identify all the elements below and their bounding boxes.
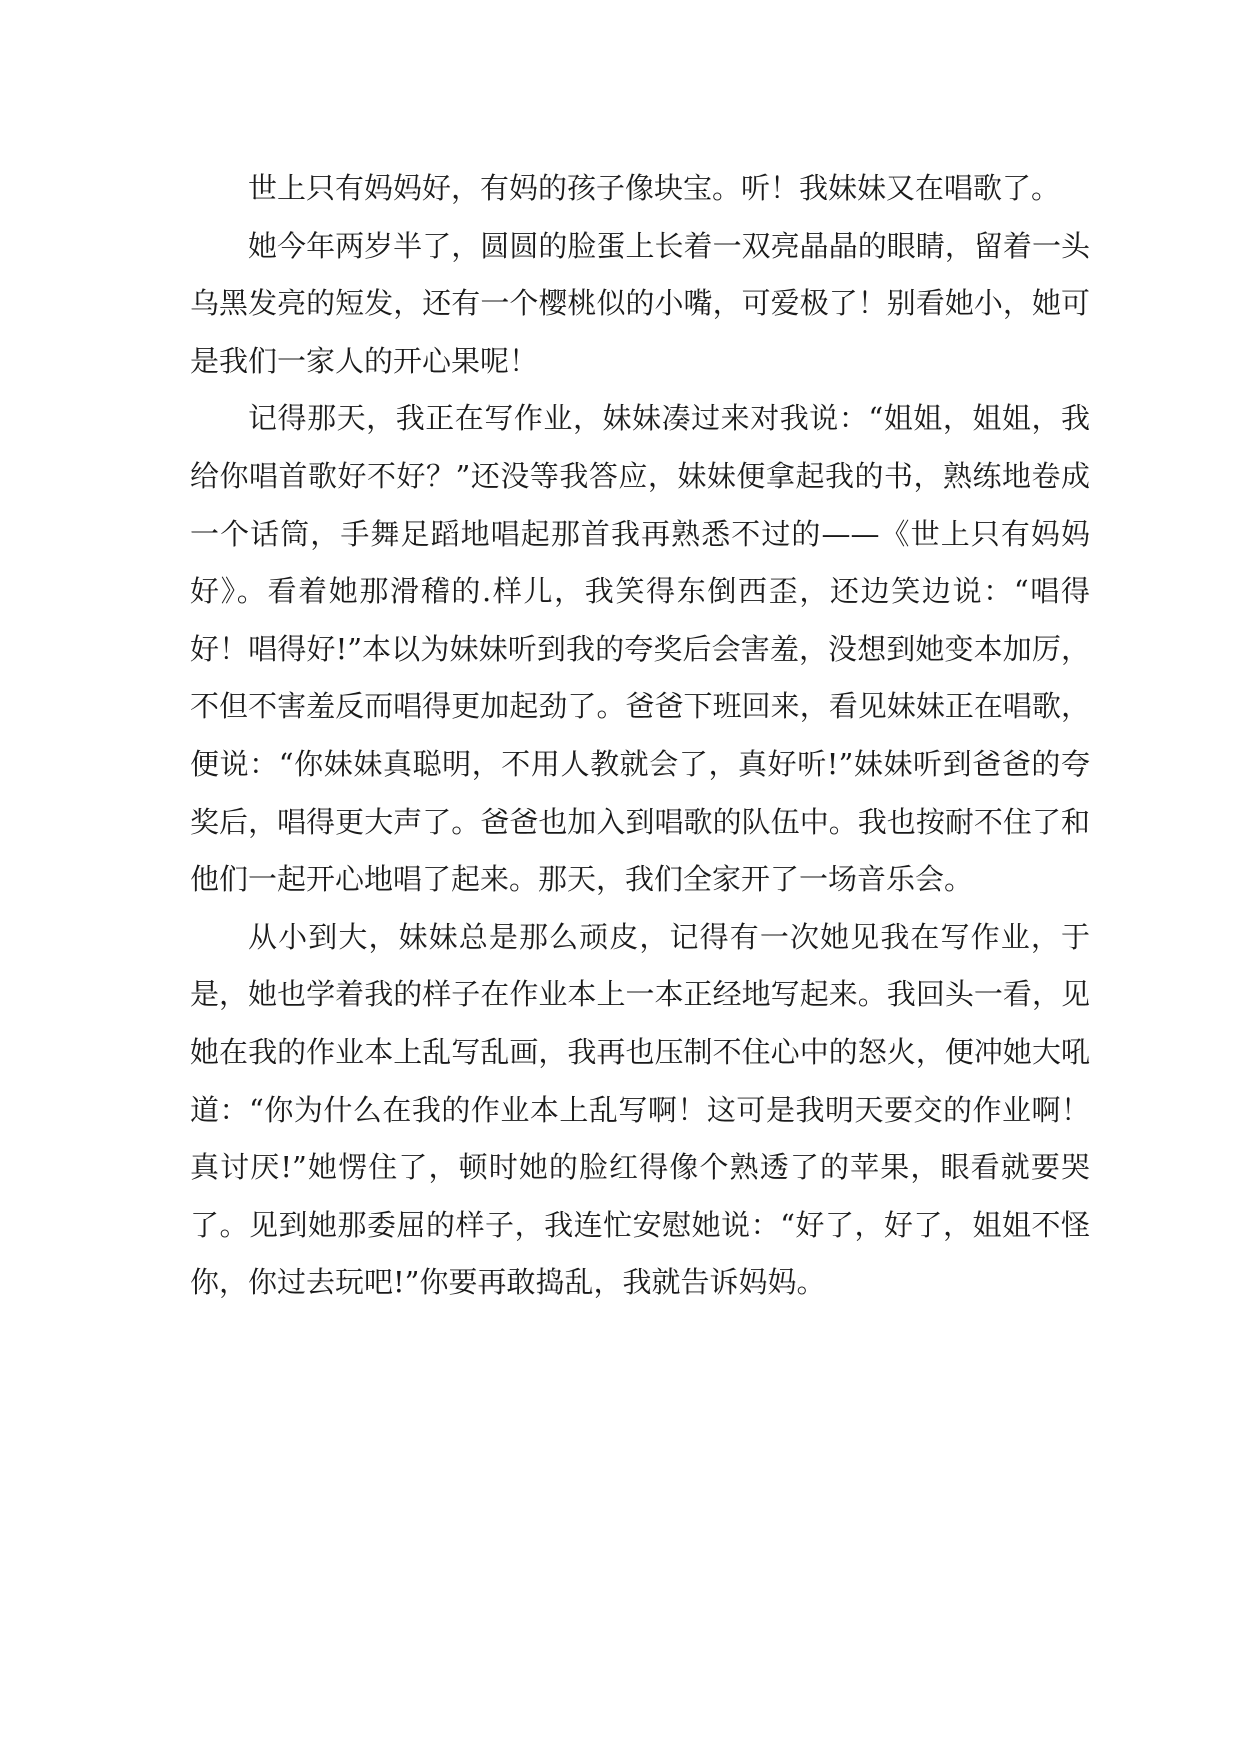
paragraph-2: 她今年两岁半了，圆圆的脸蛋上长着一双亮晶晶的眼睛，留着一头乌黑发亮的短发，还有一个樱桃似的小嘴，可爱极了！别看她小，她可是我们一家人的开心果呢！ bbox=[190, 228, 1090, 378]
essay-body bbox=[190, 160, 1090, 1312]
paragraph-4: 从小到大，妹妹总是那么顽皮，记得有一次她见我在写作业，于是，她也学着我的样子在作业本上一本正经地写起来。我回头一看，见她在我的作业本上乱写乱画，我再也压制不住心中的怒火，便冲她大吼道：“你为什么在我的作业本上乱写啊！这可是我明天要交的作业啊！真讨厌!”她愣住了，顿时她的脸红得像个熟透了的苹果，眼看就要哭了。见到她那委屈的样子，我连忙安慰她说：“好了，好了，姐姐不怪你，你过去玩吧!”你要再敢捣乱，我就告诉妈妈。 bbox=[190, 919, 1090, 1300]
paragraph-3: 记得那天，我正在写作业，妹妹凑过来对我说：“姐姐，姐姐，我给你唱首歌好不好？”还没等我答应，妹妹便拿起我的书，熟练地卷成一个话筒，手舞足蹈地唱起那首我再熟悉不过的——《世上只有妈妈好》。看着她那滑稽的.样儿，我笑得东倒西歪，还边笑边说：“唱得好！唱得好!”本以为妹妹听到我的夸奖后会害羞，没想到她变本加厉，不但不害羞反而唱得更加起劲了。爸爸下班回来，看见妹妹正在唱歌，便说：“你妹妹真聪明，不用人教就会了，真好听!”妹妹听到爸爸的夸奖后，唱得更大声了。爸爸也加入到唱歌的队伍中。我也按耐不住了和他们一起开心地唱了起来。那天，我们全家开了一场音乐会。 bbox=[190, 401, 1090, 897]
paragraph-1: 世上只有妈妈好，有妈的孩子像块宝。听！我妹妹又在唱歌了。 bbox=[248, 171, 1061, 205]
